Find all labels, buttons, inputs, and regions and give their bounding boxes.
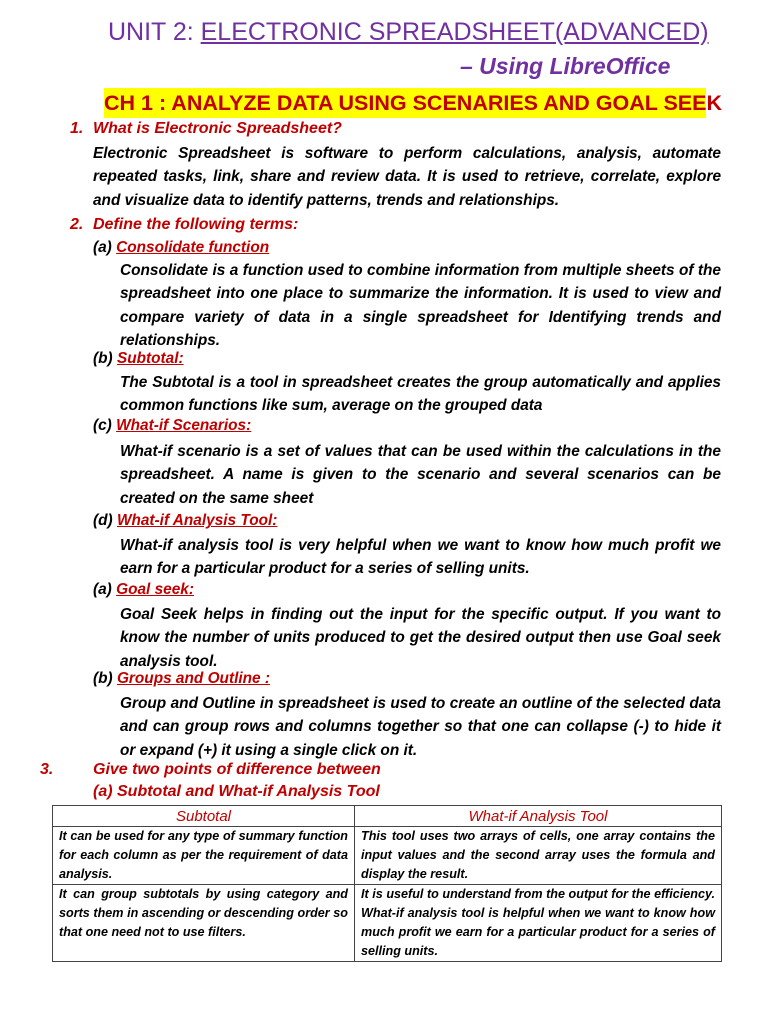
column-header-whatif: What-if Analysis Tool — [355, 806, 722, 827]
term-definition-subtotal: The Subtotal is a tool in spreadsheet creates the group automatically and applies common functions like sum, average on the grouped data — [120, 374, 721, 415]
term-heading-consolidate — [93, 239, 269, 257]
q2-question: Define the following terms: — [93, 216, 299, 233]
difference-table — [52, 805, 722, 962]
term-definition-whatif-scenarios: What-if scenario is a set of values that can be used within the calculations in the spreadsheet. A name is given to the scenario and several scenarios can be created on the same sheet — [120, 443, 721, 507]
term-heading-whatif-analysis — [93, 512, 277, 530]
table-cell: It can group subtotals by using category and sorts them in ascending or descending order so that one need not to use filters. — [53, 885, 355, 962]
q3-number: 3. — [40, 761, 54, 778]
term-heading-groups-outline — [93, 670, 270, 688]
column-header-subtotal: Subtotal — [53, 806, 355, 827]
q2-number: 2. — [70, 216, 84, 233]
term-label: (a) — [93, 239, 112, 256]
term-definition-goal-seek: Goal Seek helps in finding out the input for the specific output. If you want to know the number of units produced to get the desired output then use Goal seek analysis tool. — [120, 606, 721, 670]
unit-name: ELECTRONIC SPREADSHEET(ADVANCED) — [200, 18, 709, 46]
q1-question: What is Electronic Spreadsheet? — [93, 120, 342, 137]
q3-question: Give two points of difference between — [93, 761, 381, 778]
term-name: What-if Scenarios: — [116, 417, 252, 434]
term-heading-subtotal — [93, 350, 184, 368]
unit-title — [108, 18, 709, 47]
q1-answer: Electronic Spreadsheet is software to perform calculations, analysis, automate repeated tasks, link, share and review data. It is used to retrieve, correlate, explore and visualize data to identify patterns, trends and relationships. — [93, 145, 721, 209]
q1-number: 1. — [70, 120, 84, 137]
unit-prefix: UNIT 2: — [108, 18, 201, 46]
unit-subtitle: – Using LibreOffice — [460, 53, 671, 79]
q3-subquestion: (a) Subtotal and What-if Analysis Tool — [93, 783, 380, 800]
term-name: Goal seek: — [116, 581, 194, 598]
term-definition-whatif-analysis: What-if analysis tool is very helpful when we want to know how much profit we earn for a particular product for a series of selling units. — [120, 537, 721, 578]
term-label: (a) — [93, 581, 112, 598]
table-cell: It is useful to understand from the output for the efficiency. What-if analysis tool is helpful when we want to know how much profit we earn for a particular product for a series of selling units. — [355, 885, 722, 962]
term-name: Consolidate function — [116, 239, 270, 256]
table-row — [53, 885, 722, 962]
table-header-row — [53, 806, 722, 827]
term-name: Subtotal: — [116, 350, 184, 367]
term-definition-consolidate: Consolidate is a function used to combine information from multiple sheets of the spreadsheet into one place to summarize the information. It is used to view and compare variety of data in a single spreadsheet for Identifying trends and relationships. — [120, 262, 721, 349]
term-label: (c) — [93, 417, 112, 434]
table-row — [53, 827, 722, 885]
term-label: (d) — [93, 512, 113, 529]
term-label: (b) — [93, 350, 113, 367]
term-name: Groups and Outline : — [116, 670, 270, 687]
chapter-title: CH 1 : ANALYZE DATA USING SCENARIES AND GOAL SEEK — [104, 88, 706, 118]
table-cell: It can be used for any type of summary function for each column as per the requirement of data analysis. — [53, 827, 355, 885]
table-cell: This tool uses two arrays of cells, one array contains the input values and the second array uses the formula and display the result. — [355, 827, 722, 885]
term-name: What-if Analysis Tool: — [116, 512, 278, 529]
term-heading-whatif-scenarios — [93, 417, 251, 435]
term-label: (b) — [93, 670, 113, 687]
term-definition-groups-outline: Group and Outline in spreadsheet is used to create an outline of the selected data and can group rows and columns together so that one can collapse (-) to hide it or expand (+) it using a single click on it. — [120, 695, 721, 759]
term-heading-goal-seek — [93, 581, 194, 599]
